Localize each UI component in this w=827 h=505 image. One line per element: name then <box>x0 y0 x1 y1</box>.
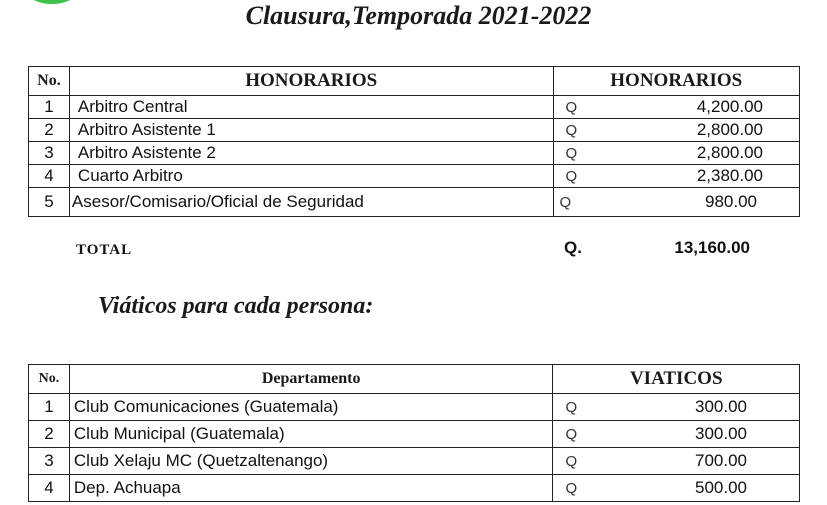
row-department: Club Comunicaciones (Guatemala) <box>69 394 553 421</box>
row-number: 2 <box>29 119 70 142</box>
row-number: 3 <box>29 448 70 475</box>
total-row <box>0 238 827 262</box>
column-header-no: No. <box>29 365 70 394</box>
row-currency: Q <box>553 165 603 188</box>
total-currency: Q. <box>564 238 582 257</box>
row-currency: Q <box>553 448 603 475</box>
table-header-row <box>29 67 800 96</box>
row-concept: Arbitro Asistente 1 <box>69 119 553 142</box>
row-number: 1 <box>29 96 70 119</box>
row-amount: 2,800.00 <box>603 119 800 142</box>
total-amount: 13,160.00 <box>674 238 750 257</box>
row-concept: Arbitro Asistente 2 <box>69 142 553 165</box>
row-department: Dep. Achuapa <box>69 475 553 502</box>
row-currency: Q <box>553 119 603 142</box>
row-number: 4 <box>29 165 70 188</box>
row-currency: Q <box>553 394 603 421</box>
row-department: Club Municipal (Guatemala) <box>69 421 553 448</box>
row-amount: 300.00 <box>603 421 800 448</box>
row-amount: 2,800.00 <box>603 142 800 165</box>
column-header-department: Departamento <box>69 365 553 394</box>
row-amount: 300.00 <box>603 394 800 421</box>
row-currency: Q <box>553 142 603 165</box>
row-currency: Q <box>553 475 603 502</box>
row-amount: 4,200.00 <box>603 96 800 119</box>
table-row <box>29 394 800 421</box>
table-row <box>29 188 800 217</box>
row-concept: Cuarto Arbitro <box>69 165 553 188</box>
table-row <box>29 475 800 502</box>
row-number: 1 <box>29 394 70 421</box>
row-number: 4 <box>29 475 70 502</box>
row-currency: Q <box>553 96 603 119</box>
table-row <box>29 96 800 119</box>
row-concept: Arbitro Central <box>69 96 553 119</box>
honorarios-table <box>28 66 800 217</box>
row-amount: 700.00 <box>603 448 800 475</box>
column-header-no: No. <box>29 67 70 96</box>
row-number: 3 <box>29 142 70 165</box>
table-row <box>29 119 800 142</box>
row-amount: 500.00 <box>603 475 800 502</box>
row-number: 5 <box>29 188 70 217</box>
column-header-amount: HONORARIOS <box>553 67 799 96</box>
viaticos-heading: Viáticos para cada persona: <box>98 293 374 319</box>
total-label: TOTAL <box>76 242 133 258</box>
table-row <box>29 448 800 475</box>
viaticos-table <box>28 364 800 502</box>
row-number: 2 <box>29 421 70 448</box>
column-header-viaticos: VIATICOS <box>553 365 800 394</box>
table-row <box>29 142 800 165</box>
row-currency: Q <box>553 188 603 217</box>
column-header-concept: HONORARIOS <box>69 67 553 96</box>
page-title: Clausura,Temporada 2021-2022 <box>245 1 592 30</box>
row-concept: Asesor/Comisario/Oficial de Seguridad <box>69 188 553 217</box>
row-amount: 2,380.00 <box>603 165 800 188</box>
row-currency: Q <box>553 421 603 448</box>
table-row <box>29 421 800 448</box>
table-header-row <box>29 365 800 394</box>
row-department: Club Xelaju MC (Quetzaltenango) <box>69 448 553 475</box>
row-amount: 980.00 <box>603 188 800 217</box>
table-row <box>29 165 800 188</box>
